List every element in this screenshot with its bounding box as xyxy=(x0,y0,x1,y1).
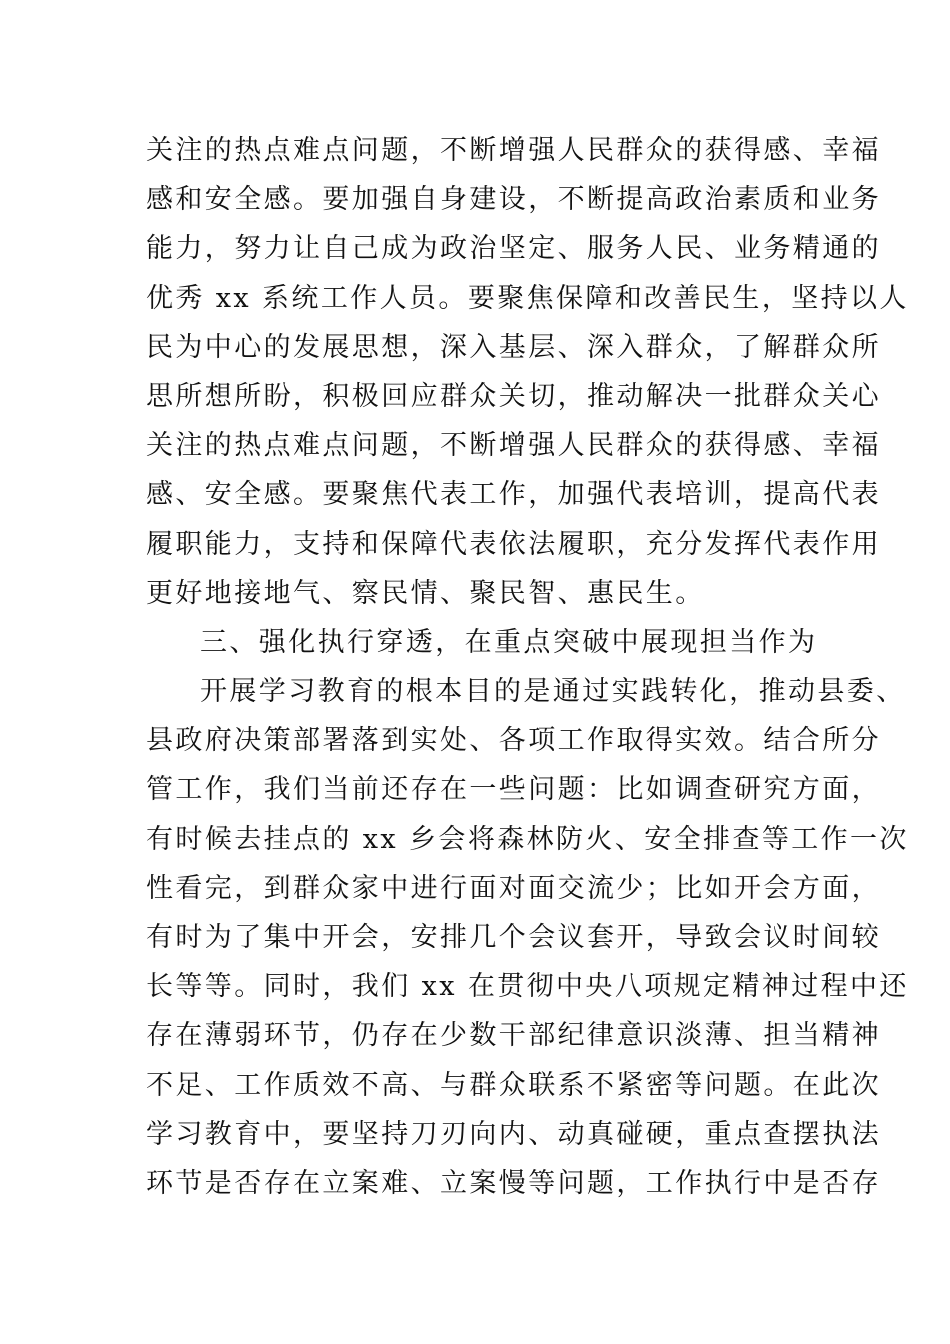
document-body xyxy=(146,126,909,1208)
text-line: 优秀 xx 系统工作人员。要聚焦保障和改善民生，坚持以人 xyxy=(146,282,909,314)
text-line: 关注的热点难点问题，不断增强人民群众的获得感、幸福 xyxy=(146,430,881,462)
text-line: 管工作，我们当前还存在一些问题：比如调查研究方面， xyxy=(146,774,881,806)
text-line: 性看完，到群众家中进行面对面交流少；比如开会方面， xyxy=(146,872,881,904)
text-line: 有时为了集中开会，安排几个会议套开，导致会议时间较 xyxy=(146,922,881,953)
text-line: 感和安全感。要加强自身建设，不断提高政治素质和业务 xyxy=(146,184,881,216)
text-line: 关注的热点难点问题，不断增强人民群众的获得感、幸福 xyxy=(146,135,881,166)
text-line: 思所想所盼，积极回应群众关切，推动解决一批群众关心 xyxy=(146,380,881,412)
paragraph-first-line: 开展学习教育的根本目的是通过实践转化，推动县委、 xyxy=(200,676,906,708)
text-line: 有时候去挂点的 xx 乡会将森林防火、安全排查等工作一次 xyxy=(146,823,909,855)
text-line: 学习教育中，要坚持刀刃向内、动真碰硬，重点查摆执法 xyxy=(146,1118,881,1150)
text-line: 长等等。同时，我们 xx 在贯彻中央八项规定精神过程中还 xyxy=(146,971,909,1003)
text-line: 更好地接地气、察民情、聚民智、惠民生。 xyxy=(146,577,705,609)
text-line: 环节是否存在立案难、立案慢等问题，工作执行中是否存 xyxy=(146,1167,881,1199)
text-line: 存在薄弱环节，仍存在少数干部纪律意识淡薄、担当精神 xyxy=(146,1020,881,1052)
text-line: 民为中心的发展思想，深入基层、深入群众，了解群众所 xyxy=(146,331,881,363)
text-line: 不足、工作质效不高、与群众联系不紧密等问题。在此次 xyxy=(146,1069,881,1101)
section-heading: 三、强化执行穿透，在重点突破中展现担当作为 xyxy=(200,626,818,658)
text-line: 感、安全感。要聚焦代表工作，加强代表培训，提高代表 xyxy=(146,479,881,511)
text-line: 能力，努力让自己成为政治坚定、服务人民、业务精通的 xyxy=(146,233,881,265)
text-line: 县政府决策部署落到实处、各项工作取得实效。结合所分 xyxy=(146,725,881,757)
text-line: 履职能力，支持和保障代表依法履职，充分发挥代表作用 xyxy=(146,528,881,560)
